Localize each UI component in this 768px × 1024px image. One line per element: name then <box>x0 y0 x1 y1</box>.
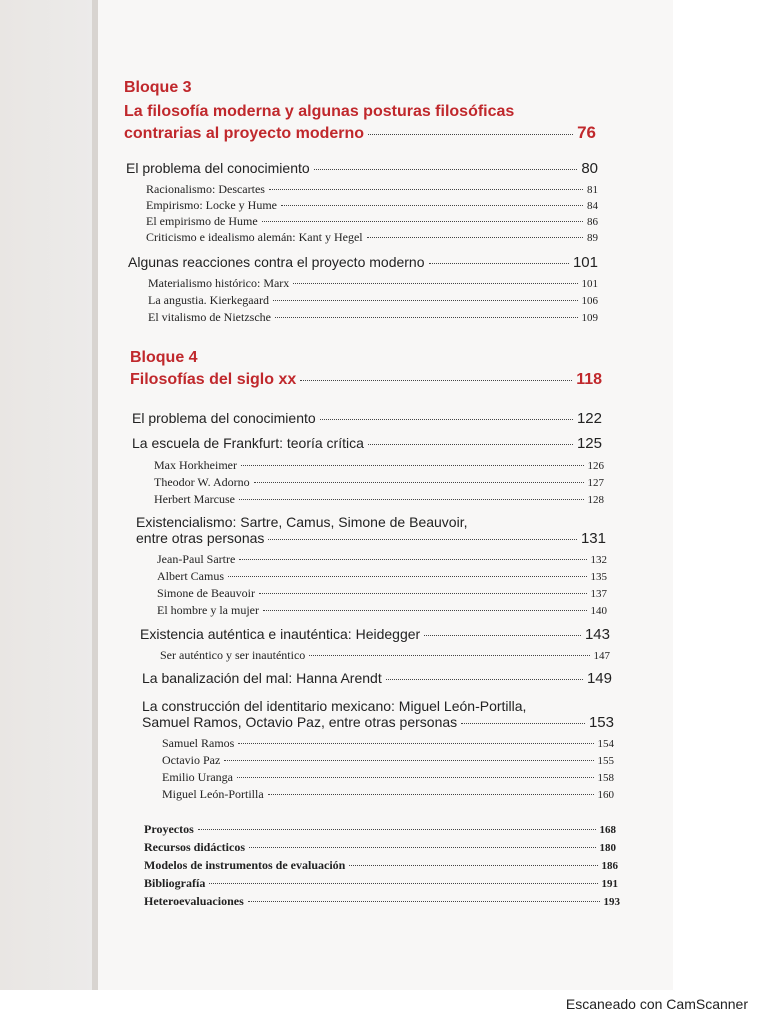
page-number: 149 <box>586 670 612 687</box>
bloque-3-title-line1: La filosofía moderna y algunas posturas filosóficas <box>124 103 515 120</box>
backmatter-title: Proyectos <box>144 822 194 836</box>
section-title-line1: Existencialismo: Sartre, Camus, Simone de Beauvoir, <box>136 514 468 530</box>
page-number: 118 <box>576 371 602 388</box>
subsection-title: El empirismo de Hume <box>146 214 258 228</box>
dot-leader <box>293 283 577 284</box>
page-number: 180 <box>599 842 616 854</box>
toc-subentry <box>157 552 607 567</box>
dot-leader <box>241 465 584 466</box>
dot-leader <box>254 482 584 483</box>
toc-entry <box>140 626 610 643</box>
subsection-title: Albert Camus <box>157 569 224 583</box>
dot-leader <box>309 655 589 656</box>
toc-entry <box>142 670 612 687</box>
page-number: 137 <box>590 588 607 600</box>
toc-subentry <box>154 475 604 490</box>
page-number: 191 <box>601 878 618 890</box>
page-number: 186 <box>601 860 618 872</box>
section-title: La escuela de Frankfurt: teoría crítica <box>132 435 364 451</box>
subsection-title: Jean-Paul Sartre <box>157 552 236 566</box>
page-number: 128 <box>587 494 604 506</box>
dot-leader <box>320 419 573 420</box>
toc-subentry <box>146 182 598 197</box>
subsection-title: Empirismo: Locke y Hume <box>146 198 277 212</box>
subsection-title: Max Horkheimer <box>154 458 237 472</box>
dot-leader <box>386 679 583 680</box>
page-number: 109 <box>581 312 598 324</box>
toc-backmatter-entry <box>144 822 616 837</box>
page-number: 126 <box>587 460 604 472</box>
dot-leader <box>259 593 587 594</box>
toc-entry-bloque-4 <box>130 371 602 389</box>
page-number: 132 <box>590 554 607 566</box>
page-number: 101 <box>572 254 598 271</box>
section-title: El problema del conocimiento <box>126 160 310 176</box>
dot-leader <box>262 221 583 222</box>
subsection-title: Theodor W. Adorno <box>154 475 250 489</box>
bloque-3-title-line2: contrarias al proyecto moderno <box>124 125 365 142</box>
toc-entry <box>126 160 598 177</box>
toc-subentry <box>146 230 598 245</box>
toc-subentry <box>154 492 604 507</box>
page-number: 76 <box>577 123 596 142</box>
dot-leader <box>268 539 577 540</box>
toc-subentry <box>157 603 607 618</box>
toc-subentry <box>148 293 598 308</box>
toc-subentry <box>148 276 598 291</box>
subsection-title: Criticismo e idealismo alemán: Kant y Hegel <box>146 230 363 244</box>
toc-backmatter-entry <box>144 894 620 909</box>
subsection-title: Miguel León-Portilla <box>162 787 264 801</box>
toc-entry <box>136 530 606 547</box>
dot-leader <box>237 777 594 778</box>
dot-leader <box>239 559 586 560</box>
page-number: 81 <box>587 184 598 196</box>
toc-subentry <box>160 648 610 663</box>
toc-subentry <box>146 198 598 213</box>
dot-leader <box>368 444 573 445</box>
backmatter-title: Heteroevaluaciones <box>144 894 244 908</box>
dot-leader <box>268 794 594 795</box>
subsection-title: Ser auténtico y ser inauténtico <box>160 648 306 662</box>
dot-leader <box>209 883 597 884</box>
toc-subentry <box>157 586 607 601</box>
dot-leader <box>424 635 581 636</box>
backmatter-title: Modelos de instrumentos de evaluación <box>144 858 346 872</box>
toc-entry <box>132 410 602 427</box>
page-number: 153 <box>588 714 614 731</box>
dot-leader <box>224 760 593 761</box>
backmatter-title: Bibliografía <box>144 876 206 890</box>
bloque-4-title: Filosofías del siglo xx <box>130 371 297 388</box>
backmatter-title: Recursos didácticos <box>144 840 245 854</box>
dot-leader <box>367 237 583 238</box>
page-number: 122 <box>576 410 602 427</box>
section-title: El problema del conocimiento <box>132 410 316 426</box>
dot-leader <box>300 380 572 381</box>
page-number: 140 <box>590 605 607 617</box>
dot-leader <box>239 499 584 500</box>
toc-subentry <box>162 736 614 751</box>
toc-subentry <box>146 214 598 229</box>
toc-subentry <box>162 753 614 768</box>
page-number: 168 <box>599 824 616 836</box>
section-title-line2: entre otras personas <box>136 530 265 546</box>
scanner-watermark: Escaneado con CamScanner <box>565 996 748 1012</box>
section-title-line1: La construcción del identitario mexicano: Miguel León-Portilla, <box>142 698 527 714</box>
subsection-title: El hombre y la mujer <box>157 603 259 617</box>
section-title: Algunas reacciones contra el proyecto moderno <box>128 254 425 270</box>
dot-leader <box>238 743 593 744</box>
dot-leader <box>248 901 600 902</box>
toc-subentry <box>162 770 614 785</box>
toc-backmatter-entry <box>144 840 616 855</box>
page-number: 155 <box>597 755 614 767</box>
dot-leader <box>249 847 596 848</box>
subsection-title: Herbert Marcuse <box>154 492 235 506</box>
page-number: 86 <box>587 216 598 228</box>
dot-leader <box>281 205 583 206</box>
page-number: 193 <box>603 896 620 908</box>
dot-leader <box>368 134 573 135</box>
bloque-4-label: Bloque 4 <box>130 349 198 366</box>
subsection-title: Simone de Beauvoir <box>157 586 255 600</box>
dot-leader <box>228 576 587 577</box>
page-number: 158 <box>597 772 614 784</box>
toc-subentry <box>157 569 607 584</box>
page-number: 135 <box>590 571 607 583</box>
subsection-title: Octavio Paz <box>162 753 221 767</box>
dot-leader <box>269 189 583 190</box>
toc-backmatter-entry <box>144 858 618 873</box>
page-number: 101 <box>581 278 598 290</box>
dot-leader <box>263 610 587 611</box>
section-title: Existencia auténtica e inauténtica: Heidegger <box>140 626 421 642</box>
page-number: 160 <box>597 789 614 801</box>
page-number: 154 <box>597 738 614 750</box>
toc-subentry <box>148 310 598 325</box>
dot-leader <box>429 263 569 264</box>
dot-leader <box>198 829 596 830</box>
section-title-line2: Samuel Ramos, Octavio Paz, entre otras personas <box>142 714 458 730</box>
page-number: 131 <box>580 530 606 547</box>
page-number: 127 <box>587 477 604 489</box>
subsection-title: Emilio Uranga <box>162 770 233 784</box>
toc-entry <box>128 254 598 271</box>
subsection-title: Racionalismo: Descartes <box>146 182 265 196</box>
section-title: La banalización del mal: Hanna Arendt <box>142 670 382 686</box>
page-number: 106 <box>581 295 598 307</box>
dot-leader <box>275 317 578 318</box>
subsection-title: Materialismo histórico: Marx <box>148 276 290 290</box>
page-number: 80 <box>581 160 598 177</box>
subsection-title: El vitalismo de Nietzsche <box>148 310 271 324</box>
page-number: 125 <box>576 435 602 452</box>
subsection-title: La angustia. Kierkegaard <box>148 293 269 307</box>
page-number: 143 <box>584 626 610 643</box>
toc-subentry <box>154 458 604 473</box>
toc-entry <box>142 714 614 731</box>
dot-leader <box>314 169 578 170</box>
bloque-3-label: Bloque 3 <box>124 79 192 96</box>
toc-subentry <box>162 787 614 802</box>
dot-leader <box>273 300 578 301</box>
dot-leader <box>461 723 585 724</box>
scanner-footer <box>0 990 768 1024</box>
page-number: 84 <box>587 200 598 212</box>
page-number: 89 <box>587 232 598 244</box>
toc-entry-bloque-3 <box>124 123 596 143</box>
toc-backmatter-entry <box>144 876 618 891</box>
toc-entry <box>132 435 602 452</box>
dot-leader <box>349 865 597 866</box>
page-number: 147 <box>593 650 610 662</box>
subsection-title: Samuel Ramos <box>162 736 235 750</box>
